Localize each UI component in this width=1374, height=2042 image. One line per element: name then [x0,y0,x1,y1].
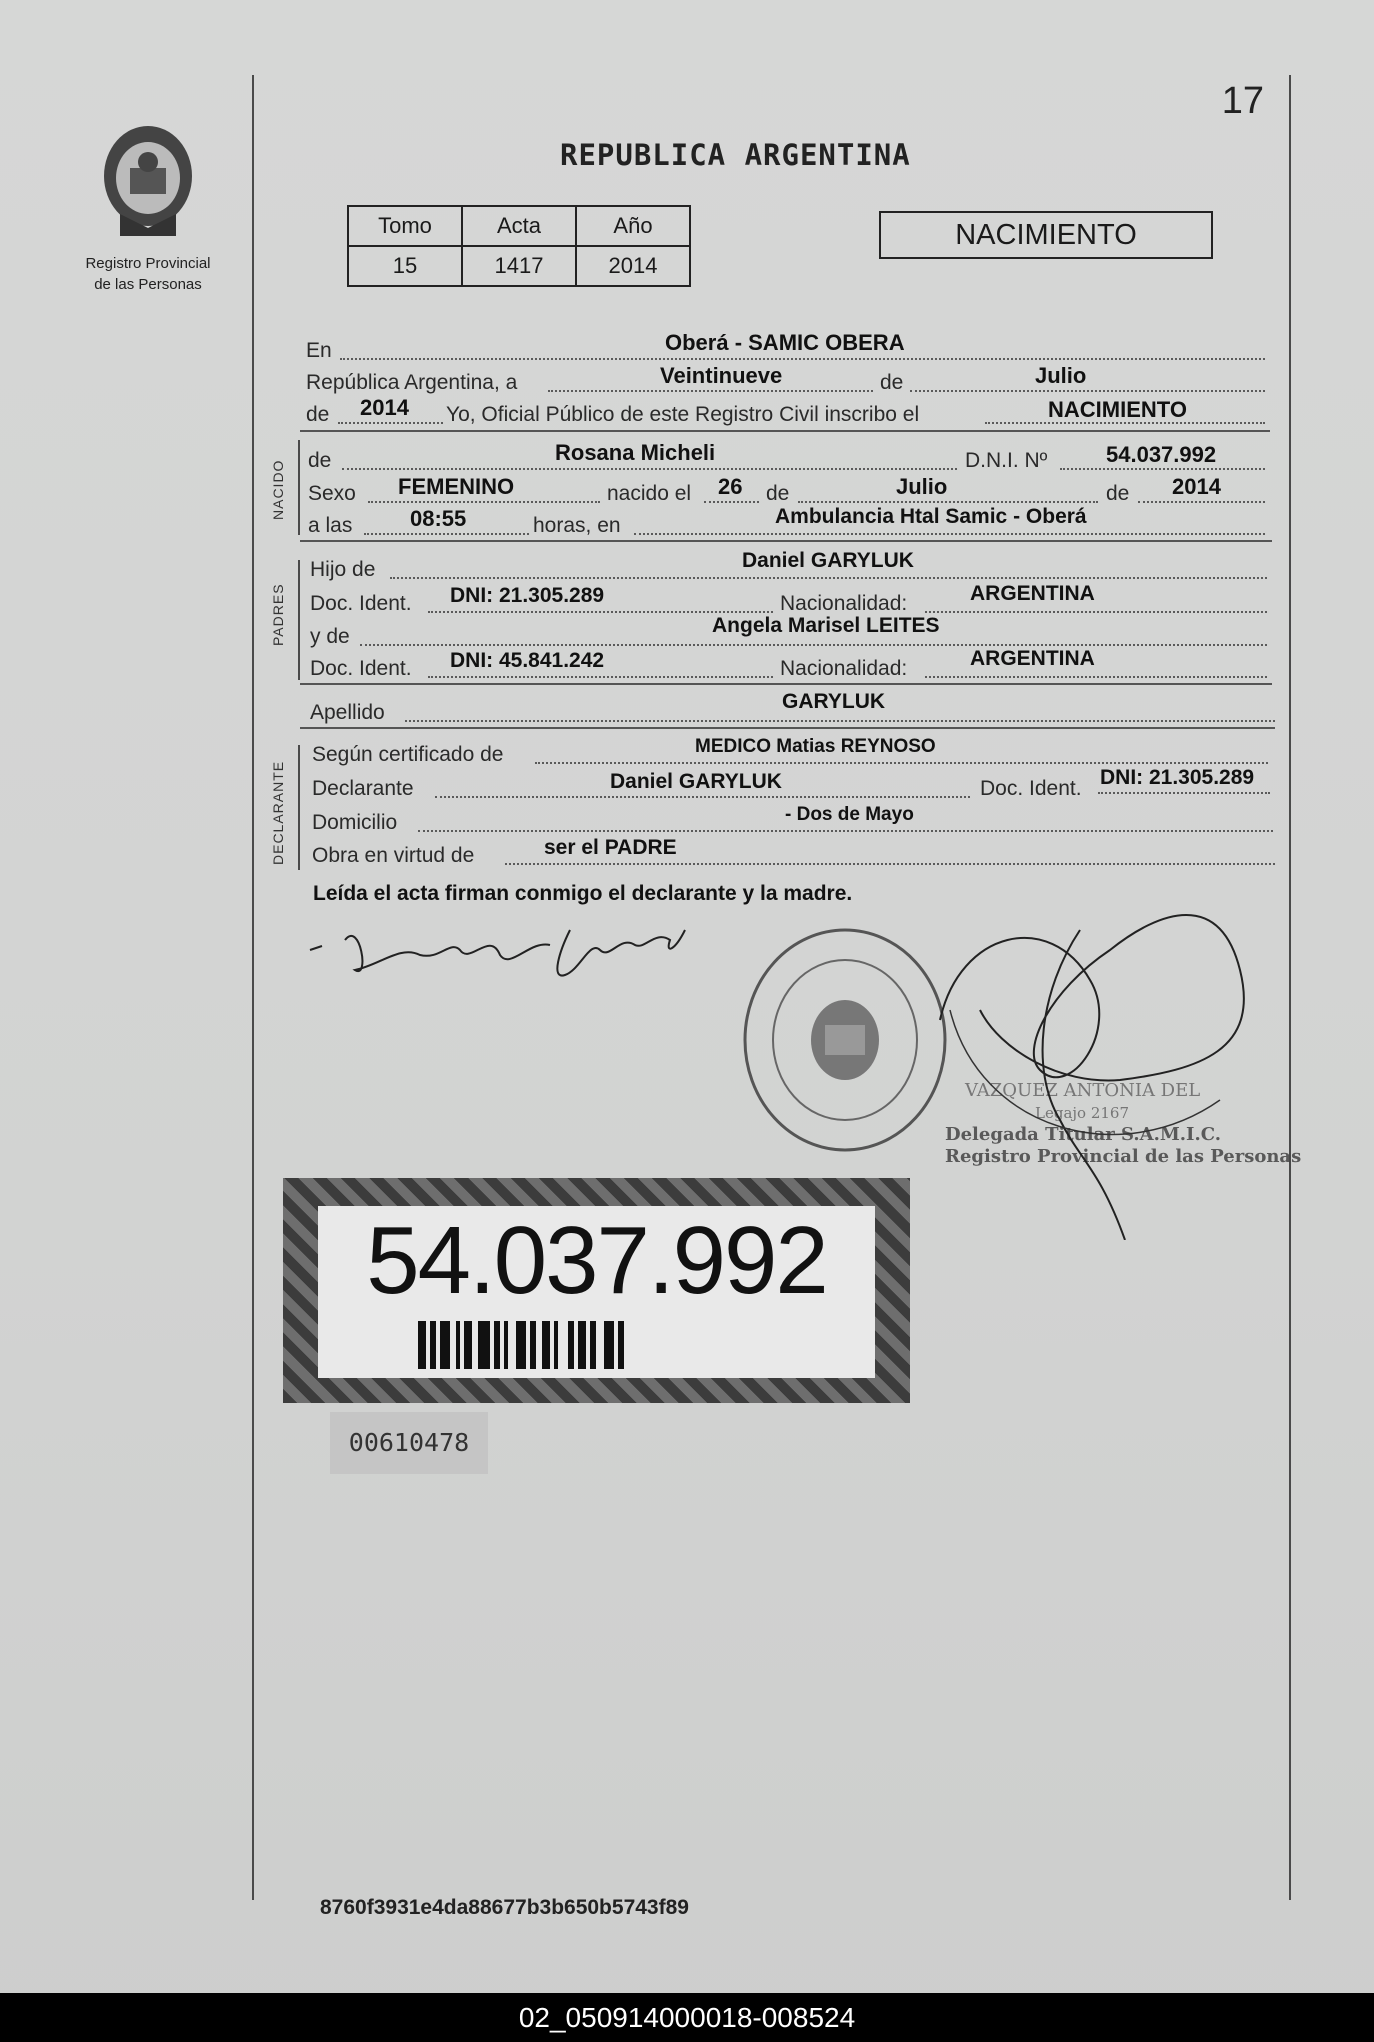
dotted-line [910,390,1265,392]
dotted-line [418,830,1273,832]
value-apellido: GARYLUK [782,690,886,713]
label-a-las: a las [308,514,353,537]
section-declarante-label: DECLARANTE [270,760,286,865]
official-stamp-line4: Registro Provincial de las Personas [945,1146,1302,1167]
label-nacionalidad-1: Nacionalidad: [780,592,908,615]
registry-stamp [740,925,950,1155]
dotted-line [428,611,773,613]
right-margin-line [1289,75,1291,1900]
dotted-line [340,358,1265,360]
dotted-line [368,501,600,503]
header-acta: Acta [462,206,576,246]
label-republica: República Argentina, a [306,371,518,394]
closing-statement: Leída el acta firman conmigo el declarante y la madre. [313,882,853,905]
section-rule [300,683,1272,685]
dotted-line [634,533,1265,535]
label-sexo: Sexo [308,482,356,505]
nacido-divider [298,440,300,535]
value-mes: Julio [1035,363,1087,388]
value-obra: ser el PADRE [544,836,677,859]
label-domicilio: Domicilio [312,811,398,834]
dotted-line [342,468,957,470]
value-anio: 2014 [576,246,690,286]
dotted-line [548,390,873,392]
value-certificado: MEDICO Matias REYNOSO [695,736,936,757]
label-apellido: Apellido [310,701,385,724]
dotted-line [405,720,1275,722]
dotted-line [435,796,970,798]
document-title: REPUBLICA ARGENTINA [560,138,911,172]
value-mes-nac: Julio [896,474,948,499]
section-rule [300,430,1270,432]
record-type-box: NACIMIENTO [879,211,1213,259]
section-rule [300,540,1272,542]
label-dni: D.N.I. Nº [965,449,1048,472]
value-acta: 1417 [462,246,576,286]
dotted-line [798,501,1098,503]
label-declarante: Declarante [312,777,414,800]
value-dni: 54.037.992 [1106,442,1217,467]
registry-seal-icon [740,925,950,1155]
value-lugar-nac: Ambulancia Htal Samic - Oberá [775,505,1087,528]
label-de-name: de [308,449,332,472]
value-padre-doc: DNI: 21.305.289 [450,584,605,607]
label-doc-ident-3: Doc. Ident. [980,777,1082,800]
label-nacionalidad-2: Nacionalidad: [780,657,908,680]
dotted-line [535,762,1268,764]
value-tomo: 15 [348,246,462,286]
org-name-line1: Registro Provincial [85,255,211,272]
dotted-line [364,533,529,535]
header-anio: Año [576,206,690,246]
label-en: En [306,339,332,362]
misiones-emblem-icon [90,118,206,246]
dotted-line [704,501,759,503]
label-segun: Según certificado de [312,743,504,766]
label-horas: horas, en [533,514,621,537]
dotted-line [925,611,1267,613]
value-dia-letras: Veintinueve [660,363,783,388]
dotted-line [1060,468,1265,470]
official-stamp-line3: Delegada Titular S.A.M.I.C. [945,1124,1222,1145]
section-nacido-label: NACIDO [270,459,286,520]
provincial-logo [78,118,218,293]
declarant-signature-icon [300,910,700,1005]
value-padre-nac: ARGENTINA [970,582,1095,605]
label-de: de [880,371,904,394]
header-tomo: Tomo [348,206,462,246]
value-declarante-doc: DNI: 21.305.289 [1100,766,1255,789]
dotted-line [428,676,773,678]
padres-divider [298,560,300,680]
value-padre: Daniel GARYLUK [742,549,914,572]
footer-bar [0,1993,1374,2042]
value-anio-nac: 2014 [1172,474,1221,499]
dotted-line [1138,501,1265,503]
label-doc-ident-2: Doc. Ident. [310,657,412,680]
official-stamp-line2: Legajo 2167 [1035,1104,1130,1122]
value-lugar: Oberá - SAMIC OBERA [665,330,905,355]
value-declarante: Daniel GARYLUK [610,770,782,793]
label-nacido: nacido el [607,482,692,505]
label-obra: Obra en virtud de [312,844,475,867]
label-doc-ident-1: Doc. Ident. [310,592,412,615]
value-acto: NACIMIENTO [1048,397,1187,422]
dotted-line [338,422,443,424]
value-anio: 2014 [360,395,409,420]
page-number: 17 [1221,80,1264,122]
section-rule [300,727,1275,729]
left-margin-line [252,75,254,1900]
declarante-divider [298,745,300,870]
dotted-line [925,676,1267,678]
org-name-line2: de las Personas [94,276,202,293]
label-de-day: de [766,482,790,505]
barcode-inner [318,1206,875,1378]
document-hash: 8760f3931e4da88677b3b650b5743f89 [320,1896,689,1919]
label-hijo-de: Hijo de [310,558,376,581]
value-sexo: FEMENINO [398,474,515,499]
registry-table [347,205,691,287]
dotted-line [505,863,1275,865]
value-dia-nac: 26 [718,474,743,499]
official-signature-icon [920,870,1280,1240]
label-oficial: Yo, Oficial Público de este Registro Civil inscribo el [446,403,920,426]
barcode-icon [418,1321,798,1369]
value-nombre: Rosana Micheli [555,440,716,465]
barcode-number: 54.037.992 [366,1207,827,1314]
value-hora: 08:55 [410,506,467,531]
official-stamp-line1: VAZQUEZ ANTONIA DEL [965,1080,1201,1101]
serial-number: 00610478 [330,1412,488,1474]
footer-id: 02_050914000018-008524 [518,2002,856,2033]
label-y-de: y de [310,625,350,648]
dotted-line [360,644,1267,646]
dotted-line [1098,792,1270,794]
section-padres-label: PADRES [270,583,286,646]
value-madre: Angela Marisel LEITES [712,614,940,637]
value-madre-nac: ARGENTINA [970,647,1095,670]
value-domicilio: - Dos de Mayo [785,804,914,825]
barcode-label [283,1178,910,1403]
value-madre-doc: DNI: 45.841.242 [450,649,605,672]
dotted-line [390,577,1267,579]
label-de-year: de [306,403,330,426]
label-de-month: de [1106,482,1130,505]
